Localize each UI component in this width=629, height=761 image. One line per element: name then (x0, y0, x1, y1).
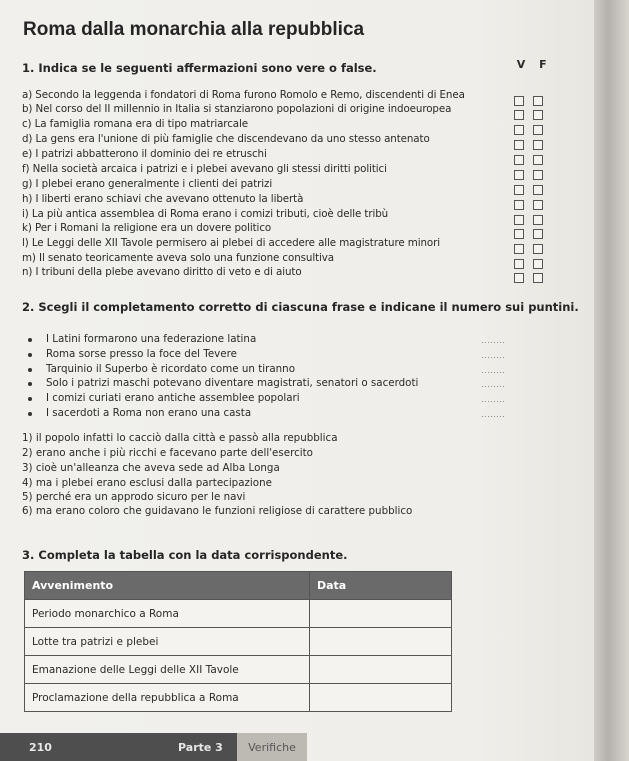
statement-m: m) Il senato teoricamente aveva solo una funzione consultiva (22, 252, 334, 264)
answer-blank[interactable]: ........ (481, 336, 506, 345)
event-cell: Periodo monarchico a Roma (25, 600, 310, 628)
true-checkbox[interactable] (514, 229, 524, 239)
statement-n: n) I tribuni della plebe avevano diritto di veto e di aiuto (22, 266, 302, 278)
dates-table (24, 571, 452, 712)
table-row (25, 600, 452, 628)
true-checkbox[interactable] (514, 244, 524, 254)
answer-blank[interactable]: ........ (481, 351, 506, 360)
event-cell: Lotte tra patrizi e plebei (25, 628, 310, 656)
false-checkbox[interactable] (533, 185, 543, 195)
true-checkbox[interactable] (514, 140, 524, 150)
false-checkbox[interactable] (533, 140, 543, 150)
true-checkbox[interactable] (514, 155, 524, 165)
section-label: Verifiche (237, 733, 307, 761)
statement-i: i) La più antica assemblea di Roma erano i comizi tributi, cioè delle tribù (22, 208, 389, 220)
completion-option-6: 6) ma erano coloro che guidavano le funzioni religiose di carattere pubblico (22, 505, 413, 517)
date-cell[interactable] (310, 656, 452, 684)
statement-l: l) Le Leggi delle XII Tavole permisero ai plebei di accedere alle magistrature minori (22, 237, 440, 249)
page-number: 210 (29, 741, 52, 754)
false-column-label: F (539, 58, 547, 71)
statement-d: d) La gens era l'unione di più famiglie che discendevano da uno stesso antenato (22, 133, 430, 145)
false-checkbox[interactable] (533, 273, 543, 283)
statement-k: k) Per i Romani la religione era un dovere politico (22, 222, 272, 234)
next-page-edge (594, 0, 629, 761)
false-checkbox[interactable] (533, 229, 543, 239)
bullet-icon (28, 382, 32, 386)
statement-e: e) I patrizi abbatterono il dominio dei re etruschi (22, 148, 267, 160)
answer-blank[interactable]: ........ (481, 380, 506, 389)
statement-c: c) La famiglia romana era di tipo matriarcale (22, 118, 248, 130)
completion-option-5: 5) perché era un approdo sicuro per le navi (22, 491, 246, 503)
page-title: Roma dalla monarchia alla repubblica (23, 19, 365, 40)
true-checkbox[interactable] (514, 200, 524, 210)
answer-blank[interactable]: ........ (481, 395, 506, 404)
true-false-header (512, 58, 552, 71)
false-checkbox[interactable] (533, 170, 543, 180)
answer-blank[interactable]: ........ (481, 366, 506, 375)
statement-b: b) Nel corso del II millennio in Italia si stanziarono popolazioni di origine indoeuropea (22, 103, 452, 115)
true-checkbox[interactable] (514, 125, 524, 135)
table-row (25, 684, 452, 712)
true-column-label: V (516, 58, 526, 71)
false-checkbox[interactable] (533, 200, 543, 210)
table-row (25, 656, 452, 684)
answer-boxes-n (514, 268, 552, 287)
date-cell[interactable] (310, 600, 452, 628)
exercise-3-heading: 3. Completa la tabella con la data corrispondente. (22, 548, 348, 562)
bullet-icon (28, 338, 32, 342)
statement-f: f) Nella società arcaica i patrizi e i plebei avevano gli stessi diritti politici (22, 163, 387, 175)
bullet-icon (28, 368, 32, 372)
statement-g: g) I plebei erano generalmente i clienti dei patrizi (22, 178, 273, 190)
worksheet-page: Roma dalla monarchia alla repubblica 1. Indica se le seguenti affermazioni sono vere o false. V F a) Secondo la leggenda i fondatori di Roma furono Romolo e Remo, discendenti di Enea b) Nel corso del II millennio in Italia si stanziarono popolazioni di origine indoeuropea c) La famiglia romana era di tipo matriarcale d) La gens era l'unione di più famiglie che discendevano da uno stesso antenato e) I patrizi abbatterono il dominio dei re etruschi f) Nella società arcaica i patrizi e i plebei avevano gli stessi diritti politici g) I plebei erano generalmente i clienti dei patrizi h) I liberti erano schiavi che avevano ottenuto la libertà i) La più antica assemblea di Roma erano i comizi tributi, cioè delle tribù k) Per i Romani la religione era un dovere politico l) Le Leggi delle XII Tavole permisero ai plebei di accedere alle magistrature minori m) Il senato teoricamente aveva solo una funzione consultiva n) I tribuni della plebe avevano diritto di veto e di aiuto 2. Scegli il completamento corretto di ciascuna frase e indicane il numero sui puntini. I Latini formarono una federazione latina Roma sorse presso la foce del Tevere Tarquinio il Superbo è ricordato come un tiranno Solo i patrizi maschi potevano diventare magistrati, senatori o sacerdoti I comizi curiati erano antiche assemblee popolari I sacerdoti a Roma non erano una casta ........ ........ ........ ........ ........ ........ 1) il popolo infatti lo cacciò dalla città e passò alla repubblica 2) erano anche i più ricchi e facevano parte dell'esercito 3) cioè un'alleanza che aveva sede ad Alba Longa 4) ma i plebei erano esclusi dalla partecipazione 5) perché era un approdo sicuro per le navi 6) ma erano coloro che guidavano le funzioni religiose di carattere pubblico 3. Completa la tabella con la data corrispondente. Avvenimento Data Periodo monarchico a Roma Lotte tra patrizi e plebei Emanazione delle Leggi delle XII Tavole Proclamazione della repubblica a Roma 210 Parte 3 Verifiche (0, 0, 594, 761)
statement-h: h) I liberti erano schiavi che avevano ottenuto la libertà (22, 193, 304, 205)
bullet-icon (28, 397, 32, 401)
false-checkbox[interactable] (533, 244, 543, 254)
bullet-icon (28, 353, 32, 357)
false-checkbox[interactable] (533, 110, 543, 120)
exercise-2-heading: 2. Scegli il completamento corretto di ciascuna frase e indicane il numero sui puntini. (22, 300, 579, 314)
table-row (25, 628, 452, 656)
false-checkbox[interactable] (533, 125, 543, 135)
column-header-date: Data (310, 572, 452, 600)
column-header-event: Avvenimento (25, 572, 310, 600)
table-header-row (25, 572, 452, 600)
true-checkbox[interactable] (514, 110, 524, 120)
event-cell: Proclamazione della repubblica a Roma (25, 684, 310, 712)
true-checkbox[interactable] (514, 185, 524, 195)
bullet-icon (28, 412, 32, 416)
completion-option-2: 2) erano anche i più ricchi e facevano parte dell'esercito (22, 447, 313, 459)
completion-option-3: 3) cioè un'alleanza che aveva sede ad Alba Longa (22, 462, 280, 474)
true-checkbox[interactable] (514, 273, 524, 283)
exercise-1-heading: 1. Indica se le seguenti affermazioni sono vere o false. (22, 61, 377, 75)
event-cell: Emanazione delle Leggi delle XII Tavole (25, 656, 310, 684)
answer-blank[interactable]: ........ (481, 410, 506, 419)
completion-option-4: 4) ma i plebei erano esclusi dalla partecipazione (22, 477, 272, 489)
statement-a: a) Secondo la leggenda i fondatori di Roma furono Romolo e Remo, discendenti di Enea (22, 89, 465, 101)
true-checkbox[interactable] (514, 170, 524, 180)
completion-option-1: 1) il popolo infatti lo cacciò dalla città e passò alla repubblica (22, 432, 338, 444)
date-cell[interactable] (310, 628, 452, 656)
false-checkbox[interactable] (533, 155, 543, 165)
date-cell[interactable] (310, 684, 452, 712)
part-label: Parte 3 (178, 741, 223, 754)
